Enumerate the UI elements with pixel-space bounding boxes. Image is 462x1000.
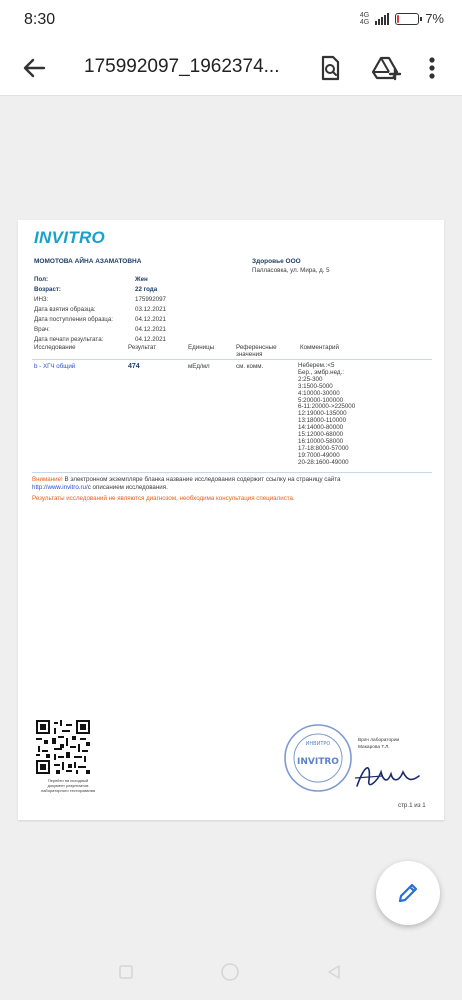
clinic-name: Здоровье ООО — [252, 258, 301, 265]
clinic-address: Палласовка, ул. Мира, д. 5 — [252, 267, 330, 274]
comment-line: 17-18:8000-57000 — [298, 444, 349, 452]
field-label: Дата поступления образца: — [34, 316, 113, 323]
document-page — [18, 220, 444, 820]
field-label: Дата печати результата: — [34, 336, 104, 343]
comment-line: Бер., эмбр.нед.: — [298, 368, 344, 376]
doctor-title: Врач лаборатории — [358, 738, 400, 743]
field-value: 04.12.2021 — [135, 336, 166, 343]
status-bar — [0, 0, 462, 40]
field-value: 22 года — [135, 286, 158, 293]
arrow-left-icon[interactable] — [18, 52, 50, 84]
comment-line: 5:20000-100000 — [298, 396, 344, 404]
patient-name: МОМОТОВА АЙНА АЗАМАТОВНА — [34, 258, 142, 265]
notice-url-link[interactable]: http://www.invitro.ru/ — [32, 484, 88, 491]
home-icon[interactable] — [220, 962, 240, 982]
header-result: Результат — [128, 344, 157, 351]
table-header-divider — [32, 359, 432, 360]
qr-code[interactable] — [36, 720, 90, 774]
stamp-text-top: ИНВИТРО — [305, 741, 331, 747]
edit-button[interactable] — [376, 861, 440, 925]
lab-stamp — [283, 723, 353, 793]
signal-icon — [375, 13, 389, 25]
notice-label: Внимание! — [32, 476, 63, 483]
comment-line: 6-11:20000->225000 — [298, 403, 356, 411]
table-bottom-divider — [32, 472, 432, 473]
comment-line: 14:14000-80000 — [298, 424, 344, 432]
field-label: Пол: — [34, 276, 49, 283]
field-value: 04.12.2021 — [135, 316, 166, 323]
header-reference-2: значения — [236, 351, 263, 358]
test-result: 474 — [128, 363, 140, 370]
field-label: ИНЗ: — [34, 296, 49, 303]
header-units: Единицы — [188, 344, 215, 351]
qr-caption-1: Перейти на исходный — [47, 778, 89, 783]
doctor-name: Макарова Т.Л. — [358, 745, 390, 750]
back-nav-icon[interactable] — [326, 964, 342, 980]
stamp-text-main: INVITRO — [297, 757, 339, 767]
battery-icon — [395, 13, 419, 25]
comment-line: Неберем.:<5 — [298, 362, 335, 369]
comment-line: 4:10000-30000 — [298, 389, 340, 397]
pencil-icon — [396, 881, 420, 905]
notice-text: В электронном экземпляре бланка название исследования содержит ссылку на страницу сайта — [64, 476, 341, 483]
header-comment: Комментарий — [300, 344, 339, 351]
more-vert-icon[interactable] — [420, 52, 444, 84]
search-in-document-icon[interactable] — [314, 52, 346, 84]
test-reference: см. комм. — [236, 363, 264, 370]
test-units: мЕд/мл — [188, 363, 210, 370]
comment-line: 13:18000-110000 — [298, 417, 347, 425]
header-reference: Референсные — [236, 344, 277, 351]
recents-icon[interactable] — [118, 964, 134, 980]
comment-line: 12:19000-135000 — [298, 410, 347, 418]
qr-caption-3: лабораторного тестирования — [40, 788, 96, 793]
comment-line: 15:12000-68000 — [298, 431, 344, 438]
header-test: Исследование — [34, 344, 76, 351]
comment-line: 16:10000-58000 — [298, 437, 344, 445]
notice-link-suffix: с описанием исследования. — [87, 484, 168, 491]
doctor-signature — [353, 758, 423, 794]
qr-caption-2: документ результатов — [47, 783, 89, 788]
field-label: Дата взятия образца: — [34, 306, 96, 313]
test-name-link[interactable]: b - ХГЧ общий — [34, 363, 76, 370]
page-number: стр.1 из 1 — [398, 802, 426, 809]
field-value: 04.12.2021 — [135, 326, 166, 333]
network-type: 4G 4G — [359, 11, 370, 26]
field-label: Врач: — [34, 326, 50, 333]
status-time: 8:30 — [24, 11, 56, 28]
comment-line: 20-28:1600-49000 — [298, 458, 349, 466]
comment-line: 3:1500-5000 — [298, 382, 333, 390]
invitro-logo: INVITRO — [34, 228, 106, 247]
comment-line: 19:7000-49000 — [298, 451, 340, 459]
field-value: 175992097 — [135, 296, 166, 303]
field-label: Возраст: — [34, 286, 61, 293]
app-bar — [0, 40, 462, 96]
field-value: 03.12.2021 — [135, 306, 166, 313]
field-value: Жен — [135, 276, 148, 283]
comment-line: 2:25-300 — [298, 375, 323, 383]
battery-percent: 7% — [425, 11, 444, 26]
system-nav-bar — [0, 950, 462, 1000]
document-title: 175992097_1962374... — [84, 56, 280, 77]
notice-line — [32, 476, 340, 483]
disclaimer: Результаты исследований не являются диагнозом, необходима консультация специалиста. — [32, 495, 295, 502]
add-to-drive-icon[interactable] — [370, 52, 402, 84]
status-indicators — [360, 11, 444, 26]
notice-link-line — [32, 484, 168, 491]
